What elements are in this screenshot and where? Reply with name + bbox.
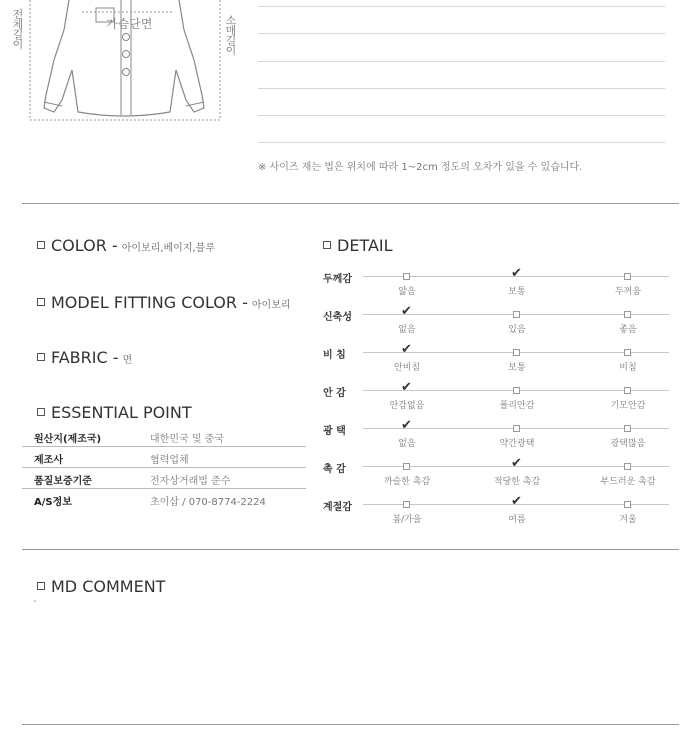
checkbox-icon: [624, 463, 631, 470]
fabric-heading: FABRIC - 면: [37, 348, 132, 367]
chest-width-label: 가슴단면: [106, 17, 153, 31]
checkbox-icon: [624, 425, 631, 432]
detail-option-label: 안감없음: [389, 401, 425, 411]
detail-option-label: 광택많음: [610, 439, 646, 449]
detail-label: 광 택: [323, 426, 346, 437]
checkbox-icon: [624, 273, 631, 280]
checkmark-icon: ✔: [401, 418, 412, 433]
square-bullet-icon: [323, 241, 331, 249]
square-bullet-icon: [37, 408, 45, 416]
size-row-line: [258, 61, 665, 62]
detail-option-label: 까슬한 촉감: [383, 477, 431, 487]
checkmark-icon: ✔: [511, 456, 522, 471]
detail-option-label: 좋음: [619, 325, 637, 335]
essential-point-heading: ESSENTIAL POINT: [37, 403, 192, 422]
detail-option-label: 없음: [398, 439, 416, 449]
detail-label: 비 침: [323, 350, 346, 361]
square-bullet-icon: [37, 298, 45, 306]
checkbox-icon: [624, 501, 631, 508]
md-comment-heading: MD COMMENT: [37, 577, 165, 596]
checkmark-icon: ✔: [401, 342, 412, 357]
size-note: ※ 사이즈 재는 법은 위치에 따라 1~2cm 정도의 오차가 있을 수 있습니다.: [258, 162, 583, 173]
size-row-line: [258, 6, 665, 7]
checkmark-icon: ✔: [401, 304, 412, 319]
detail-label: 촉 감: [323, 464, 346, 475]
checkmark-icon: ✔: [401, 380, 412, 395]
color-value: 아이보리,베이지,블루: [121, 243, 215, 254]
checkbox-icon: [513, 387, 520, 394]
divider: [22, 203, 679, 204]
detail-option-label: 얇음: [398, 287, 416, 297]
detail-option-label: 폴리안감: [499, 401, 535, 411]
checkbox-icon: [403, 463, 410, 470]
checkbox-icon: [403, 501, 410, 508]
md-comment-text: -: [33, 596, 37, 607]
detail-option-label: 겨울: [619, 515, 637, 525]
detail-heading: DETAIL: [323, 236, 393, 255]
detail-option-label: 보통: [508, 287, 526, 297]
checkmark-icon: ✔: [511, 266, 522, 281]
detail-label: 신축성: [323, 312, 352, 323]
detail-option-label: 있음: [508, 325, 526, 335]
divider: [22, 549, 679, 550]
checkbox-icon: [513, 349, 520, 356]
detail-option-label: 봄/가을: [392, 515, 422, 525]
size-row-line: [258, 88, 665, 89]
table-row: 품질보증기준 전자상거래법 준수: [22, 468, 306, 489]
checkmark-icon: ✔: [511, 494, 522, 509]
table-row: 제조사 협력업체: [22, 447, 306, 468]
square-bullet-icon: [37, 241, 45, 249]
size-row-line: [258, 115, 665, 116]
detail-option-label: 여름: [508, 515, 526, 525]
square-bullet-icon: [37, 353, 45, 361]
detail-label: 두께감: [323, 274, 352, 285]
model-color-value: 아이보리: [251, 300, 291, 311]
fabric-value: 면: [122, 355, 133, 366]
detail-label: 안 감: [323, 388, 346, 399]
table-row: A/S정보 초이삽 / 070-8774-2224: [34, 497, 266, 508]
detail-option-label: 부드러운 촉감: [600, 477, 656, 487]
size-row-line: [258, 142, 665, 143]
detail-option-label: 비침: [619, 363, 637, 373]
detail-option-label: 두꺼움: [614, 287, 642, 297]
checkbox-icon: [624, 349, 631, 356]
detail-option-label: 적당한 촉감: [493, 477, 541, 487]
detail-label: 계절감: [323, 502, 352, 513]
checkbox-icon: [513, 311, 520, 318]
checkbox-icon: [403, 273, 410, 280]
model-fitting-color-heading: MODEL FITTING COLOR - 아이보리: [37, 293, 291, 312]
divider: [22, 724, 679, 725]
square-bullet-icon: [37, 582, 45, 590]
sleeve-length-label: 소 매 길 이: [225, 14, 237, 57]
detail-option-label: 기모안감: [610, 401, 646, 411]
detail-option-label: 약간광택: [499, 439, 535, 449]
total-length-label: 전 체 길 이: [12, 8, 24, 51]
checkbox-icon: [624, 311, 631, 318]
size-row-line: [258, 33, 665, 34]
checkbox-icon: [624, 387, 631, 394]
detail-option-label: 안비침: [393, 363, 421, 373]
checkbox-icon: [513, 425, 520, 432]
table-row: 원산지(제조국) 대한민국 및 중국: [22, 426, 306, 447]
detail-option-label: 없음: [398, 325, 416, 335]
detail-option-label: 보통: [508, 363, 526, 373]
color-heading: COLOR - 아이보리,베이지,블루: [37, 236, 215, 255]
